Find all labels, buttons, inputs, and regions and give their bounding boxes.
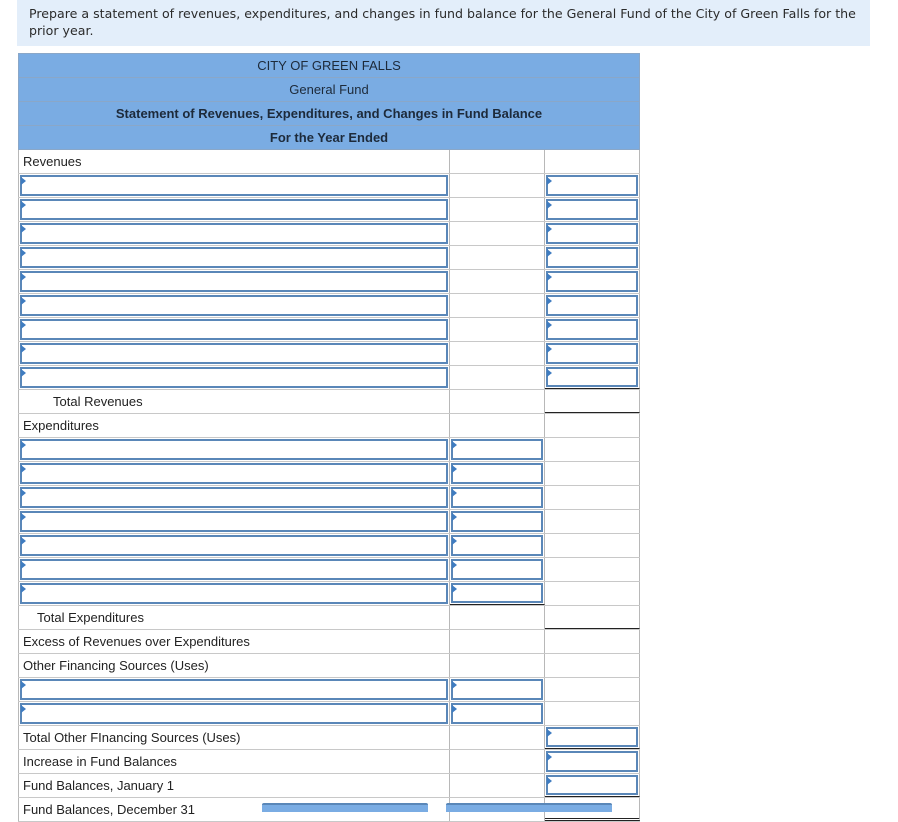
revenue-amount-input[interactable] xyxy=(546,199,638,220)
next-button[interactable] xyxy=(446,803,612,812)
table-row xyxy=(18,654,640,678)
expenditure-name-input[interactable] xyxy=(20,535,448,556)
expenditure-amount-input[interactable] xyxy=(451,559,543,580)
header-city: CITY OF GREEN FALLS xyxy=(18,53,640,78)
expenditure-name-input[interactable] xyxy=(20,559,448,580)
revenue-name-input[interactable] xyxy=(20,295,448,316)
table-row xyxy=(18,702,640,726)
expenditure-name-input[interactable] xyxy=(20,511,448,532)
expenditure-name-input[interactable] xyxy=(20,487,448,508)
total-other-financing-input[interactable] xyxy=(546,727,638,747)
revenue-name-input[interactable] xyxy=(20,175,448,196)
revenue-amount-input[interactable] xyxy=(546,247,638,268)
table-row xyxy=(18,246,640,270)
other-financing-name-input[interactable] xyxy=(20,679,448,700)
table-row xyxy=(18,390,640,414)
expenditure-name-input[interactable] xyxy=(20,463,448,484)
revenue-amount-input[interactable] xyxy=(546,319,638,340)
increase-fund-balances-input[interactable] xyxy=(546,751,638,772)
revenue-name-input[interactable] xyxy=(20,367,448,388)
expenditure-amount-input[interactable] xyxy=(451,487,543,508)
header-statement: Statement of Revenues, Expenditures, and Changes in Fund Balance xyxy=(18,102,640,126)
table-row xyxy=(18,774,640,798)
table-row xyxy=(18,318,640,342)
other-financing-amount-input[interactable] xyxy=(451,703,543,724)
revenue-name-input[interactable] xyxy=(20,343,448,364)
expenditure-amount-input[interactable] xyxy=(451,511,543,532)
table-row xyxy=(18,534,640,558)
table-row xyxy=(18,606,640,630)
revenue-amount-input[interactable] xyxy=(546,367,638,387)
expenditures-label: Expenditures xyxy=(23,418,99,433)
revenue-amount-input[interactable] xyxy=(546,175,638,196)
table-row xyxy=(18,270,640,294)
table-row xyxy=(18,294,640,318)
expenditure-name-input[interactable] xyxy=(20,583,448,604)
table-row xyxy=(18,222,640,246)
table-row xyxy=(18,582,640,606)
table-row xyxy=(18,750,640,774)
table-row xyxy=(18,558,640,582)
fund-balances-dec-label: Fund Balances, December 31 xyxy=(23,802,195,817)
expenditure-amount-input[interactable] xyxy=(451,463,543,484)
expenditure-amount-input[interactable] xyxy=(451,439,543,460)
revenue-name-input[interactable] xyxy=(20,247,448,268)
previous-button[interactable] xyxy=(262,803,428,812)
revenue-amount-input[interactable] xyxy=(546,295,638,316)
expenditure-amount-input[interactable] xyxy=(451,583,543,603)
increase-fund-balances-label: Increase in Fund Balances xyxy=(23,754,177,769)
table-row xyxy=(18,462,640,486)
excess-label: Excess of Revenues over Expenditures xyxy=(23,634,250,649)
instructions: Prepare a statement of revenues, expenditures, and changes in fund balance for the General Fund of the City of Green Falls for the prior year. xyxy=(17,0,870,46)
revenue-amount-input[interactable] xyxy=(546,223,638,244)
expenditure-amount-input[interactable] xyxy=(451,535,543,556)
total-revenues-label: Total Revenues xyxy=(53,394,143,409)
fund-balances-jan-label: Fund Balances, January 1 xyxy=(23,778,175,793)
table-row xyxy=(18,198,640,222)
table-row xyxy=(18,414,640,438)
revenue-name-input[interactable] xyxy=(20,319,448,340)
header-fund: General Fund xyxy=(18,78,640,102)
revenue-amount-input[interactable] xyxy=(546,343,638,364)
table-row xyxy=(18,438,640,462)
table-row xyxy=(18,678,640,702)
revenue-name-input[interactable] xyxy=(20,223,448,244)
table-row xyxy=(18,486,640,510)
total-expenditures-label: Total Expenditures xyxy=(37,610,144,625)
revenues-label: Revenues xyxy=(23,154,82,169)
revenue-name-input[interactable] xyxy=(20,199,448,220)
other-financing-amount-input[interactable] xyxy=(451,679,543,700)
revenue-name-input[interactable] xyxy=(20,271,448,292)
table-row xyxy=(18,510,640,534)
table-row xyxy=(18,726,640,750)
other-financing-name-input[interactable] xyxy=(20,703,448,724)
fund-balances-jan-input[interactable] xyxy=(546,775,638,795)
total-other-financing-label: Total Other FInancing Sources (Uses) xyxy=(23,730,241,745)
table-row xyxy=(18,630,640,654)
statement-table xyxy=(18,53,640,822)
table-row xyxy=(18,342,640,366)
header-period: For the Year Ended xyxy=(18,126,640,150)
table-row xyxy=(18,366,640,390)
table-row xyxy=(18,174,640,198)
expenditure-name-input[interactable] xyxy=(20,439,448,460)
table-row xyxy=(18,150,640,174)
other-financing-label: Other Financing Sources (Uses) xyxy=(23,658,209,673)
revenue-amount-input[interactable] xyxy=(546,271,638,292)
